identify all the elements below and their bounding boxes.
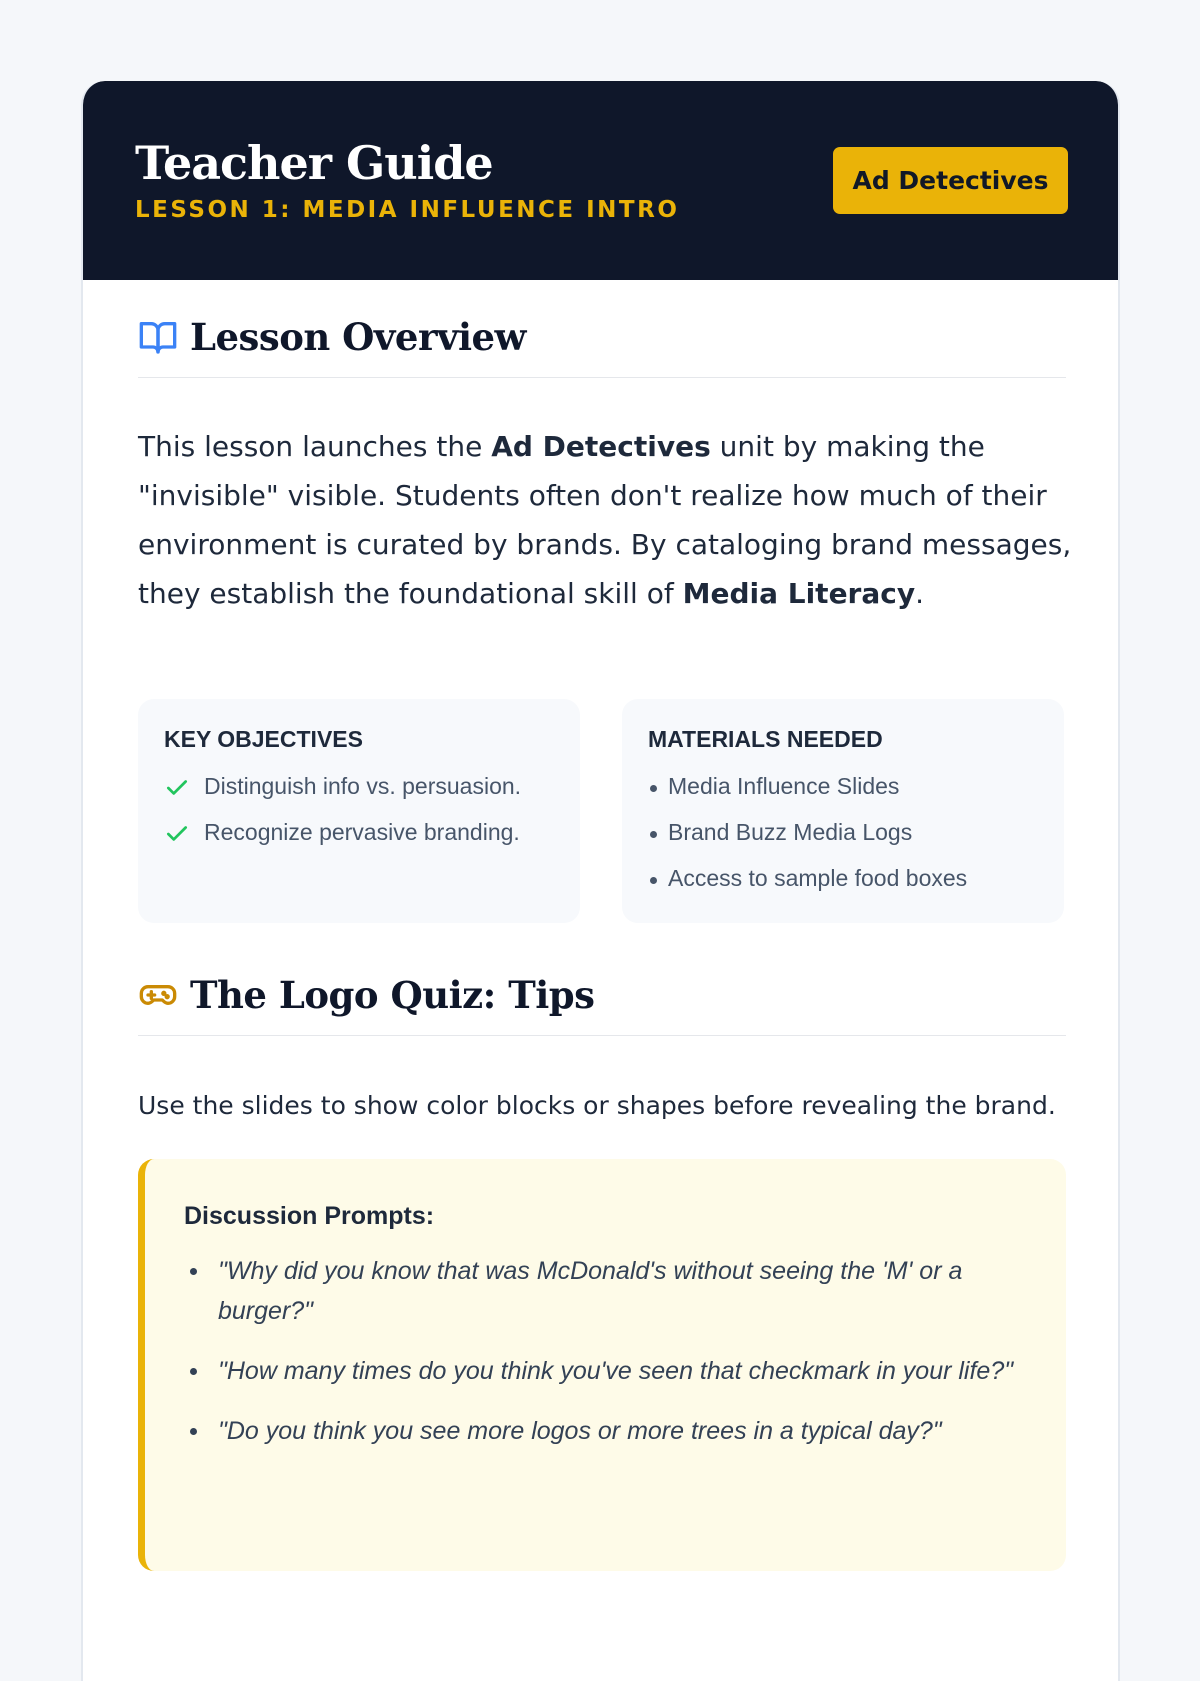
prompt-item: "How many times do you think you've seen that checkmark in your life?" bbox=[184, 1351, 1024, 1391]
checkmark-icon bbox=[164, 775, 190, 801]
lesson-subtitle: LESSON 1: MEDIA INFLUENCE INTRO bbox=[135, 197, 680, 223]
overview-bold-1: Ad Detectives bbox=[491, 430, 711, 463]
objectives-list bbox=[164, 769, 521, 861]
discussion-prompts-callout bbox=[138, 1159, 1066, 1571]
objectives-title: KEY OBJECTIVES bbox=[164, 726, 363, 752]
page-title: Teacher Guide bbox=[135, 136, 493, 190]
materials-needed-box bbox=[622, 699, 1064, 923]
prompt-item: "Do you think you see more logos or more trees in a typical day?" bbox=[184, 1411, 1024, 1451]
material-item: Brand Buzz Media Logs bbox=[648, 815, 967, 861]
unit-badge-button[interactable]: Ad Detectives bbox=[833, 147, 1068, 214]
book-open-icon bbox=[138, 317, 178, 357]
materials-list bbox=[648, 769, 967, 907]
objective-label: Recognize pervasive branding. bbox=[204, 819, 520, 845]
prompts-title: Discussion Prompts: bbox=[184, 1202, 435, 1230]
material-item: Media Influence Slides bbox=[648, 769, 967, 815]
overview-heading: Lesson Overview bbox=[190, 315, 526, 359]
prompts-list bbox=[184, 1251, 1024, 1471]
overview-text-1: This lesson launches the bbox=[138, 430, 492, 463]
materials-title: MATERIALS NEEDED bbox=[648, 726, 883, 752]
key-objectives-box bbox=[138, 699, 580, 923]
objective-item bbox=[164, 769, 521, 815]
overview-section-header bbox=[138, 307, 1066, 378]
objective-label: Distinguish info vs. persuasion. bbox=[204, 773, 522, 799]
quiz-section-header bbox=[138, 965, 1066, 1036]
guide-header bbox=[83, 81, 1118, 280]
overview-text-3: . bbox=[915, 577, 925, 610]
overview-text-2: unit by making the "invisible" visible. Students often don't realize how much of their environment is curated by brands. By cataloging brand messages, they establish the foundational skill of bbox=[138, 430, 1072, 610]
teacher-guide-card bbox=[81, 81, 1120, 1681]
quiz-instructions: Use the slides to show color blocks or shapes before revealing the brand. bbox=[138, 1091, 1056, 1120]
overview-bold-2: Media Literacy bbox=[682, 577, 916, 610]
material-item: Access to sample food boxes bbox=[648, 861, 967, 907]
objective-item bbox=[164, 815, 521, 861]
gamepad-icon bbox=[138, 975, 178, 1015]
prompt-item: "Why did you know that was McDonald's without seeing the 'M' or a burger?" bbox=[184, 1251, 1024, 1331]
overview-paragraph bbox=[138, 422, 1073, 618]
quiz-heading: The Logo Quiz: Tips bbox=[190, 973, 595, 1017]
checkmark-icon bbox=[164, 821, 190, 847]
